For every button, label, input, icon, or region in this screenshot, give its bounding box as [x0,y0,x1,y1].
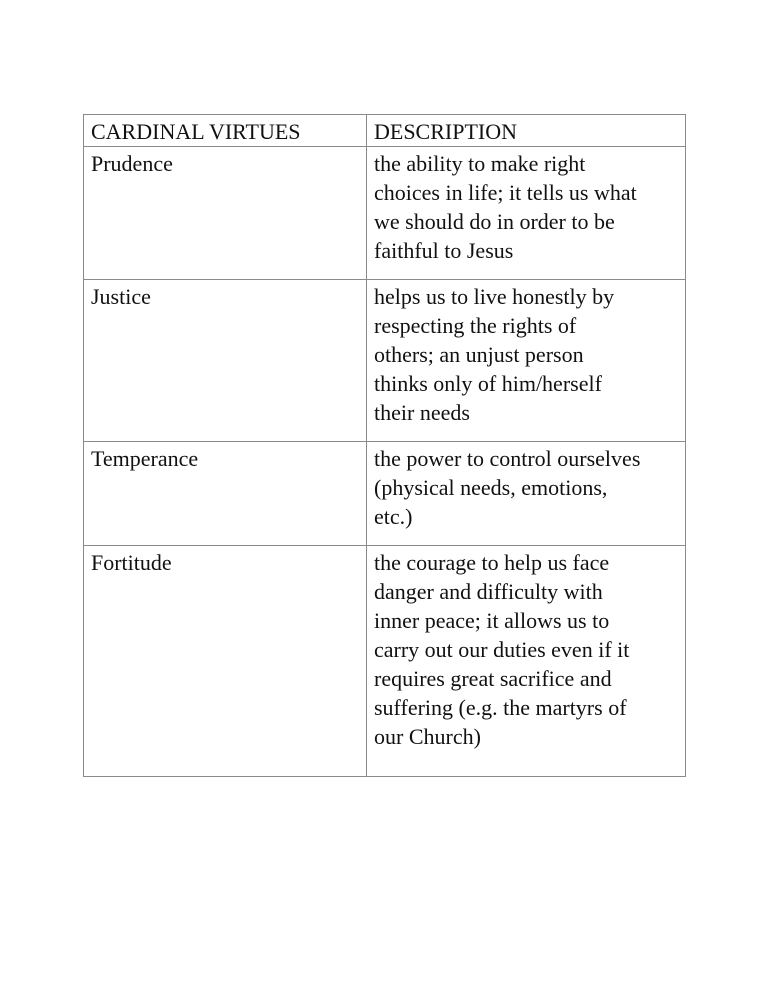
table-header-row [84,115,686,147]
virtue-name: Temperance [84,442,367,546]
table-row-justice [84,280,686,442]
virtue-description: the ability to make right choices in life; it tells us what we should do in order to be faithful to Jesus [367,147,686,280]
virtue-name: Prudence [84,147,367,280]
cardinal-virtues-table [83,114,686,777]
virtue-description: helps us to live honestly by respecting the rights of others; an unjust person thinks only of him/herself their needs [367,280,686,442]
virtue-description: the power to control ourselves (physical needs, emotions, etc.) [367,442,686,546]
table-row-temperance [84,442,686,546]
virtue-name: Fortitude [84,546,367,777]
description-column-header: DESCRIPTION [367,115,686,147]
table-row-fortitude [84,546,686,777]
table-row-prudence [84,147,686,280]
virtue-description: the courage to help us face danger and difficulty with inner peace; it allows us to carry out our duties even if it requires great sacrifice and suffering (e.g. the martyrs of our Church) [367,546,686,777]
virtue-name: Justice [84,280,367,442]
virtue-column-header: CARDINAL VIRTUES [84,115,367,147]
